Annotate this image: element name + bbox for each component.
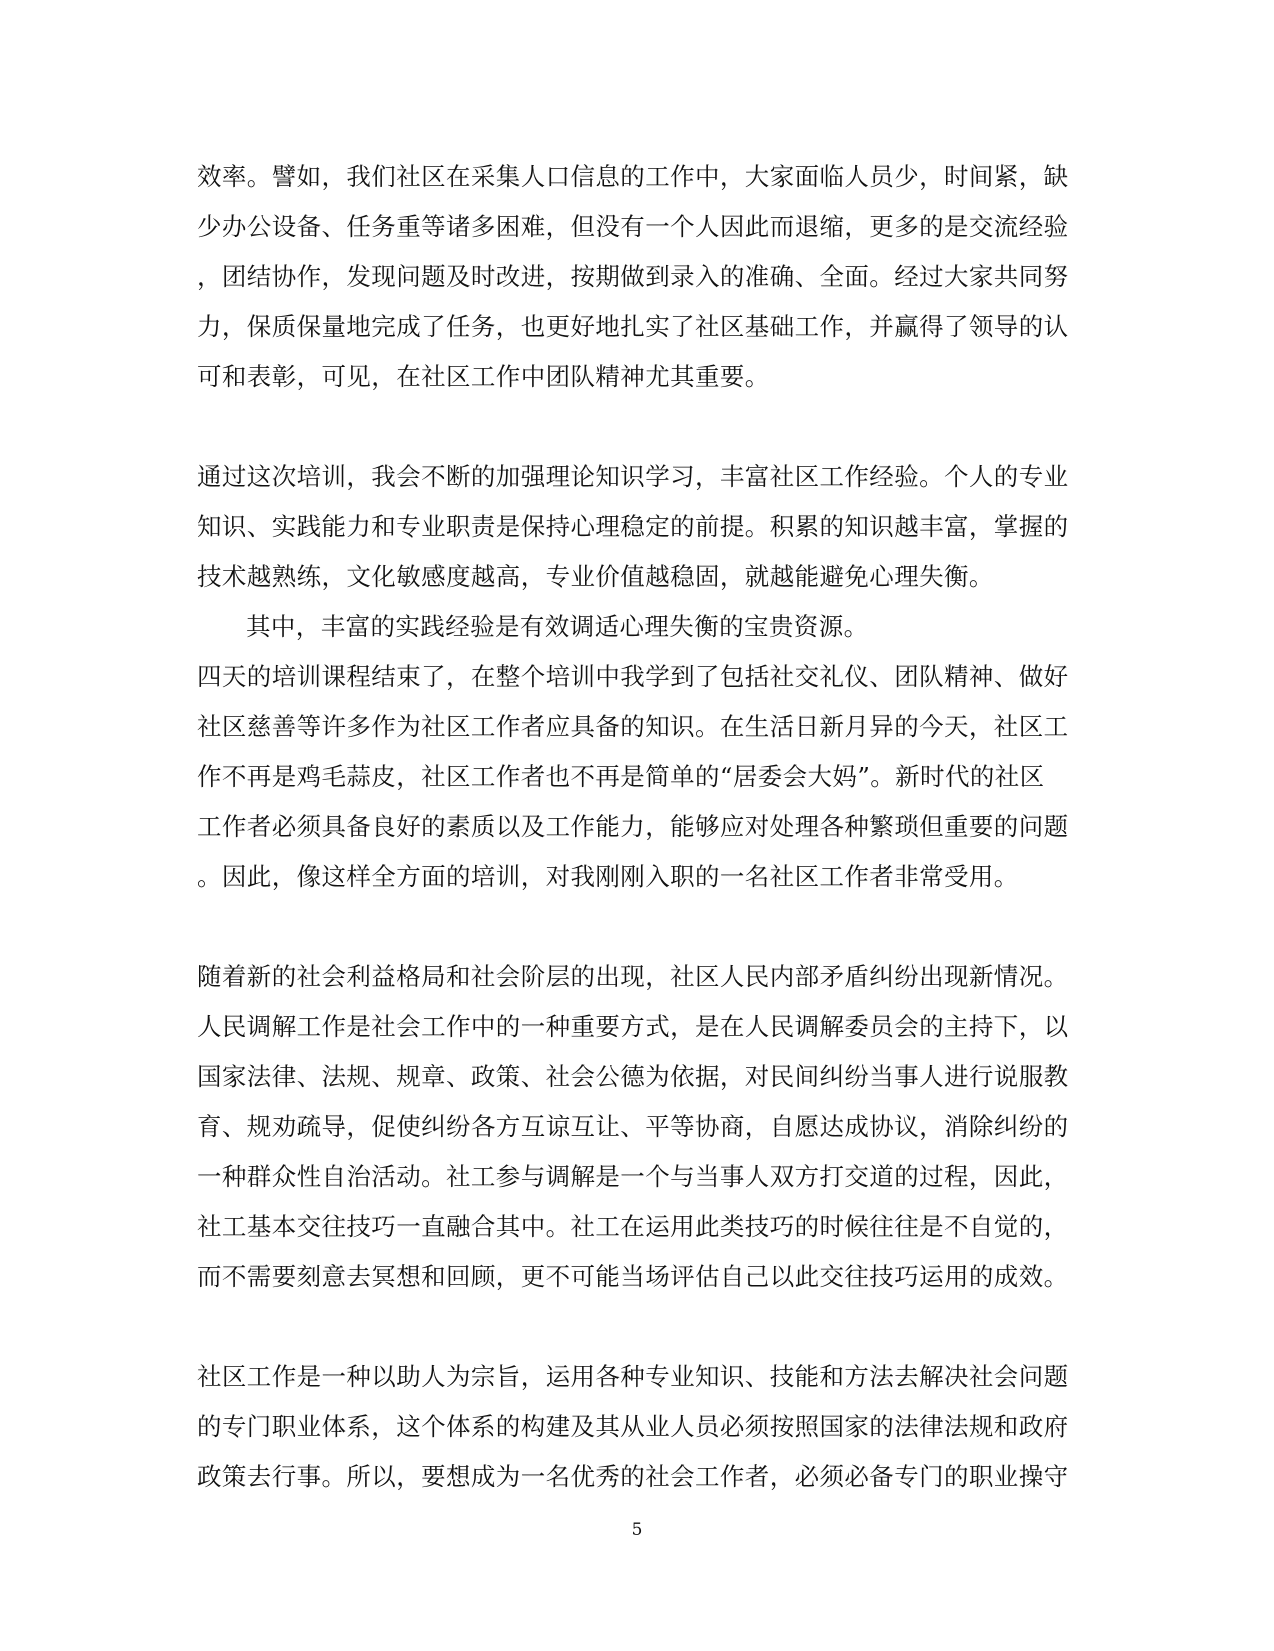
text-line: 的专门职业体系，这个体系的构建及其从业人员必须按照国家的法律法规和政府 xyxy=(197,1412,1069,1441)
text-line: 国家法律、法规、规章、政策、社会公德为依据，对民间纠纷当事人进行说服教 xyxy=(197,1062,1069,1091)
text-line: 工作者必须具备良好的素质以及工作能力，能够应对处理各种繁琐但重要的问题 xyxy=(197,812,1069,841)
paragraph xyxy=(197,452,1077,602)
paragraph xyxy=(197,952,1077,1302)
text-line: 社区工作是一种以助人为宗旨，运用各种专业知识、技能和方法去解决社会问题 xyxy=(197,1362,1069,1391)
text-line: 可和表彰，可见，在社区工作中团队精神尤其重要。 xyxy=(197,362,770,391)
body-text xyxy=(197,152,1077,1502)
text-line: 作不再是鸡毛蒜皮，社区工作者也不再是简单的“居委会大妈”。新时代的社区 xyxy=(197,762,1045,791)
text-line: 育、规劝疏导，促使纠纷各方互谅互让、平等协商，自愿达成协议，消除纠纷的 xyxy=(197,1112,1069,1141)
text-line: 随着新的社会利益格局和社会阶层的出现，社区人民内部矛盾纠纷出现新情况。 xyxy=(197,962,1069,991)
text-line: 力，保质保量地完成了任务，也更好地扎实了社区基础工作，并赢得了领导的认 xyxy=(197,312,1069,341)
text-line: 而不需要刻意去冥想和回顾，更不可能当场评估自己以此交往技巧运用的成效。 xyxy=(197,1262,1069,1291)
text-line: 技术越熟练，文化敏感度越高，专业价值越稳固，就越能避免心理失衡。 xyxy=(197,562,994,591)
paragraph xyxy=(197,1352,1077,1502)
page-number: 5 xyxy=(631,1520,643,1540)
text-line: 知识、实践能力和专业职责是保持心理稳定的前提。积累的知识越丰富，掌握的 xyxy=(197,512,1069,541)
text-line: 社工基本交往技巧一直融合其中。社工在运用此类技巧的时候往往是不自觉的， xyxy=(197,1212,1069,1241)
paragraph-gap xyxy=(197,402,1077,452)
text-line: 少办公设备、任务重等诸多困难，但没有一个人因此而退缩，更多的是交流经验 xyxy=(197,212,1069,241)
text-line: 其中，丰富的实践经验是有效调适心理失衡的宝贵资源。 xyxy=(246,612,869,641)
text-line: 。因此，像这样全方面的培训，对我刚刚入职的一名社区工作者非常受用。 xyxy=(197,862,1019,891)
paragraph xyxy=(197,152,1077,402)
paragraph xyxy=(197,652,1077,902)
paragraph xyxy=(197,602,1077,652)
text-line: 通过这次培训，我会不断的加强理论知识学习，丰富社区工作经验。个人的专业 xyxy=(197,462,1069,491)
text-line: 一种群众性自治活动。社工参与调解是一个与当事人双方打交道的过程，因此， xyxy=(197,1162,1069,1191)
text-line: ，团结协作，发现问题及时改进，按期做到录入的准确、全面。经过大家共同努 xyxy=(197,262,1069,291)
paragraph-gap xyxy=(197,902,1077,952)
text-line: 社区慈善等许多作为社区工作者应具备的知识。在生活日新月异的今天，社区工 xyxy=(197,712,1069,741)
text-line: 效率。譬如，我们社区在采集人口信息的工作中，大家面临人员少，时间紧，缺 xyxy=(197,162,1069,191)
paragraph-gap xyxy=(197,1302,1077,1352)
text-line: 政策去行事。所以，要想成为一名优秀的社会工作者，必须必备专门的职业操守 xyxy=(197,1462,1069,1491)
text-line: 人民调解工作是社会工作中的一种重要方式，是在人民调解委员会的主持下，以 xyxy=(197,1012,1069,1041)
text-line: 四天的培训课程结束了，在整个培训中我学到了包括社交礼仪、团队精神、做好 xyxy=(197,662,1069,691)
